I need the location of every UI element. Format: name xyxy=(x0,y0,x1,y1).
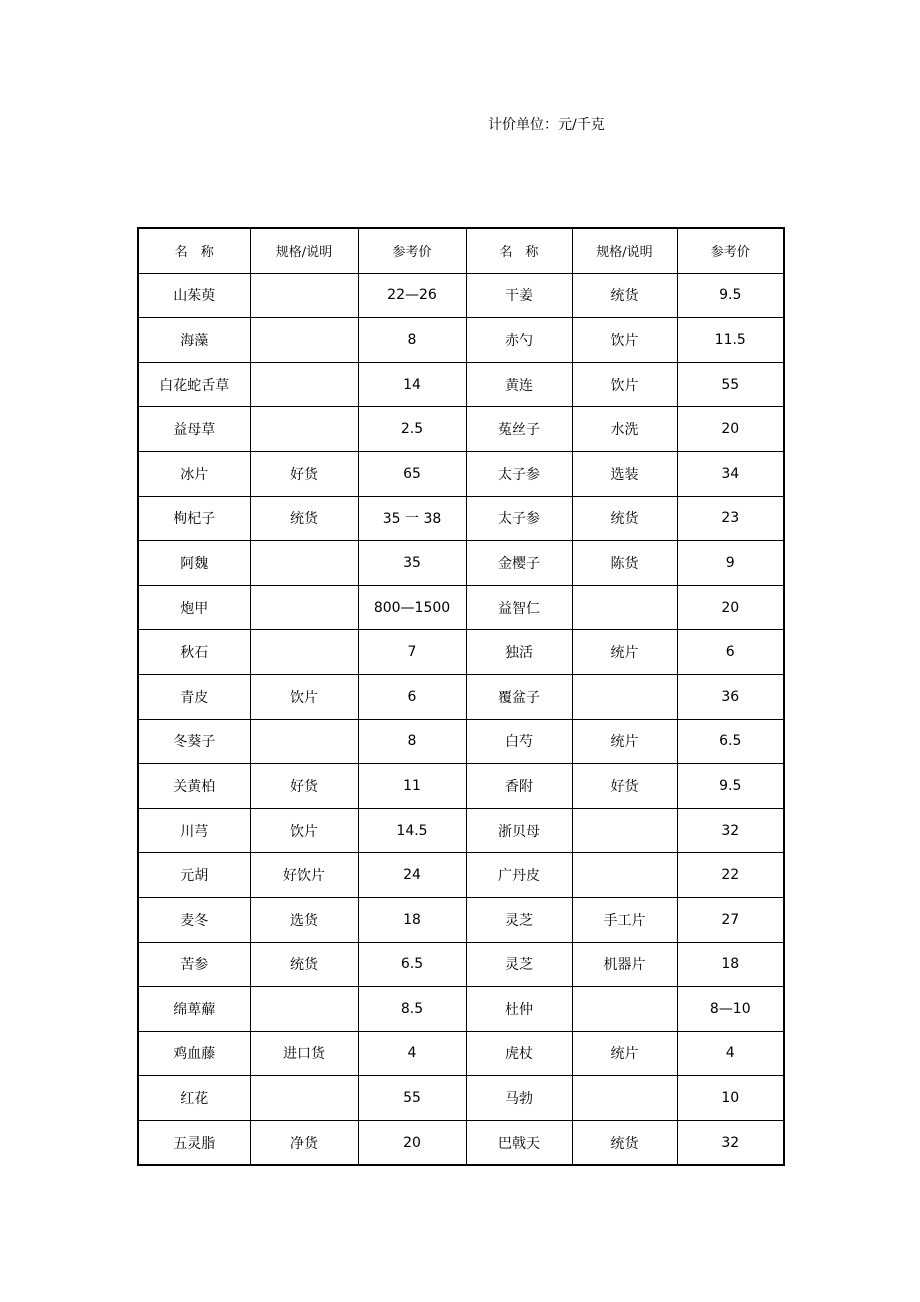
cell-price: 22 xyxy=(677,853,784,898)
table-row xyxy=(138,853,784,898)
cell-name: 香附 xyxy=(466,764,572,809)
cell-price: 23 xyxy=(677,496,784,541)
cell-spec: 饮片 xyxy=(250,674,358,719)
cell-name: 青皮 xyxy=(138,674,250,719)
cell-spec: 统货 xyxy=(572,1120,677,1165)
table-row xyxy=(138,362,784,407)
cell-spec: 饮片 xyxy=(572,362,677,407)
cell-spec xyxy=(250,987,358,1032)
cell-price: 6 xyxy=(358,674,466,719)
cell-price: 6.5 xyxy=(358,942,466,987)
cell-spec xyxy=(250,630,358,675)
cell-spec: 好货 xyxy=(250,451,358,496)
cell-spec: 统货 xyxy=(250,942,358,987)
cell-name: 元胡 xyxy=(138,853,250,898)
table-row xyxy=(138,585,784,630)
cell-spec xyxy=(250,362,358,407)
cell-spec xyxy=(250,407,358,452)
cell-name: 川芎 xyxy=(138,808,250,853)
cell-spec xyxy=(572,674,677,719)
cell-spec xyxy=(250,541,358,586)
cell-spec xyxy=(572,585,677,630)
table-row xyxy=(138,496,784,541)
table-row xyxy=(138,318,784,363)
cell-price: 11.5 xyxy=(677,318,784,363)
header-price: 参考价 xyxy=(677,228,784,273)
cell-name: 枸杞子 xyxy=(138,496,250,541)
cell-price: 20 xyxy=(677,407,784,452)
cell-price: 36 xyxy=(677,674,784,719)
cell-name: 马勃 xyxy=(466,1076,572,1121)
cell-name: 金樱子 xyxy=(466,541,572,586)
cell-name: 鸡血藤 xyxy=(138,1031,250,1076)
cell-spec xyxy=(572,987,677,1032)
herb-price-table xyxy=(137,227,785,1166)
cell-price: 9.5 xyxy=(677,764,784,809)
cell-spec: 水洗 xyxy=(572,407,677,452)
cell-price: 8.5 xyxy=(358,987,466,1032)
cell-name: 海藻 xyxy=(138,318,250,363)
header-spec: 规格/说明 xyxy=(572,228,677,273)
cell-spec: 饮片 xyxy=(572,318,677,363)
table-row xyxy=(138,1120,784,1165)
cell-name: 冰片 xyxy=(138,451,250,496)
cell-spec xyxy=(250,1076,358,1121)
cell-spec xyxy=(250,273,358,318)
cell-name: 浙贝母 xyxy=(466,808,572,853)
table-row xyxy=(138,1076,784,1121)
table-row xyxy=(138,273,784,318)
cell-spec: 统片 xyxy=(572,1031,677,1076)
cell-name: 广丹皮 xyxy=(466,853,572,898)
cell-name: 巴戟天 xyxy=(466,1120,572,1165)
cell-price: 9.5 xyxy=(677,273,784,318)
cell-name: 秋石 xyxy=(138,630,250,675)
header-spec: 规格/说明 xyxy=(250,228,358,273)
cell-spec: 手工片 xyxy=(572,897,677,942)
table-row xyxy=(138,942,784,987)
cell-name: 太子参 xyxy=(466,496,572,541)
cell-spec xyxy=(250,318,358,363)
cell-name: 赤勺 xyxy=(466,318,572,363)
cell-price: 20 xyxy=(677,585,784,630)
cell-name: 黄连 xyxy=(466,362,572,407)
price-unit-note: 计价单位：元/千克 xyxy=(488,117,605,133)
table-row xyxy=(138,407,784,452)
table-row xyxy=(138,719,784,764)
table-row xyxy=(138,764,784,809)
cell-spec: 统片 xyxy=(572,630,677,675)
cell-name: 苦参 xyxy=(138,942,250,987)
cell-spec: 统货 xyxy=(572,273,677,318)
header-price: 参考价 xyxy=(358,228,466,273)
cell-name: 灵芝 xyxy=(466,942,572,987)
cell-price: 2.5 xyxy=(358,407,466,452)
table-row xyxy=(138,541,784,586)
cell-price: 35 一 38 xyxy=(358,496,466,541)
table-row xyxy=(138,808,784,853)
cell-price: 4 xyxy=(358,1031,466,1076)
cell-name: 绵萆薢 xyxy=(138,987,250,1032)
cell-name: 覆盆子 xyxy=(466,674,572,719)
cell-price: 9 xyxy=(677,541,784,586)
cell-price: 800—1500 xyxy=(358,585,466,630)
cell-spec: 好饮片 xyxy=(250,853,358,898)
cell-spec: 选货 xyxy=(250,897,358,942)
cell-price: 24 xyxy=(358,853,466,898)
cell-spec xyxy=(572,808,677,853)
cell-price: 7 xyxy=(358,630,466,675)
cell-price: 18 xyxy=(358,897,466,942)
cell-price: 35 xyxy=(358,541,466,586)
cell-spec: 统货 xyxy=(250,496,358,541)
cell-price: 27 xyxy=(677,897,784,942)
cell-name: 太子参 xyxy=(466,451,572,496)
table-row xyxy=(138,451,784,496)
cell-name: 炮甲 xyxy=(138,585,250,630)
cell-spec: 统片 xyxy=(572,719,677,764)
cell-name: 白花蛇舌草 xyxy=(138,362,250,407)
cell-price: 11 xyxy=(358,764,466,809)
cell-price: 10 xyxy=(677,1076,784,1121)
cell-price: 4 xyxy=(677,1031,784,1076)
cell-spec: 机器片 xyxy=(572,942,677,987)
header-name: 名 称 xyxy=(138,228,250,273)
cell-name: 冬葵子 xyxy=(138,719,250,764)
cell-price: 14.5 xyxy=(358,808,466,853)
cell-name: 虎杖 xyxy=(466,1031,572,1076)
cell-name: 白芍 xyxy=(466,719,572,764)
cell-price: 34 xyxy=(677,451,784,496)
cell-spec: 饮片 xyxy=(250,808,358,853)
cell-spec: 选装 xyxy=(572,451,677,496)
cell-price: 8 xyxy=(358,318,466,363)
cell-price: 6 xyxy=(677,630,784,675)
cell-name: 益母草 xyxy=(138,407,250,452)
cell-spec xyxy=(250,585,358,630)
cell-spec xyxy=(572,1076,677,1121)
cell-price: 14 xyxy=(358,362,466,407)
cell-price: 8—10 xyxy=(677,987,784,1032)
table-row xyxy=(138,1031,784,1076)
cell-name: 山茱萸 xyxy=(138,273,250,318)
table-row xyxy=(138,987,784,1032)
cell-price: 55 xyxy=(358,1076,466,1121)
cell-price: 18 xyxy=(677,942,784,987)
cell-price: 32 xyxy=(677,1120,784,1165)
table-row xyxy=(138,897,784,942)
table-row xyxy=(138,674,784,719)
cell-price: 65 xyxy=(358,451,466,496)
cell-name: 灵芝 xyxy=(466,897,572,942)
cell-price: 8 xyxy=(358,719,466,764)
cell-price: 55 xyxy=(677,362,784,407)
cell-name: 干姜 xyxy=(466,273,572,318)
cell-name: 菟丝子 xyxy=(466,407,572,452)
cell-name: 关黄柏 xyxy=(138,764,250,809)
cell-spec xyxy=(250,719,358,764)
cell-spec xyxy=(572,853,677,898)
cell-spec: 陈货 xyxy=(572,541,677,586)
cell-spec: 进口货 xyxy=(250,1031,358,1076)
cell-name: 麦冬 xyxy=(138,897,250,942)
cell-name: 五灵脂 xyxy=(138,1120,250,1165)
header-row xyxy=(138,228,784,273)
cell-price: 20 xyxy=(358,1120,466,1165)
cell-name: 杜仲 xyxy=(466,987,572,1032)
cell-name: 红花 xyxy=(138,1076,250,1121)
cell-name: 独活 xyxy=(466,630,572,675)
cell-spec: 好货 xyxy=(572,764,677,809)
cell-spec: 净货 xyxy=(250,1120,358,1165)
cell-spec: 好货 xyxy=(250,764,358,809)
cell-name: 阿魏 xyxy=(138,541,250,586)
header-name: 名 称 xyxy=(466,228,572,273)
cell-price: 22—26 xyxy=(358,273,466,318)
cell-spec: 统货 xyxy=(572,496,677,541)
cell-price: 6.5 xyxy=(677,719,784,764)
cell-price: 32 xyxy=(677,808,784,853)
cell-name: 益智仁 xyxy=(466,585,572,630)
table-row xyxy=(138,630,784,675)
